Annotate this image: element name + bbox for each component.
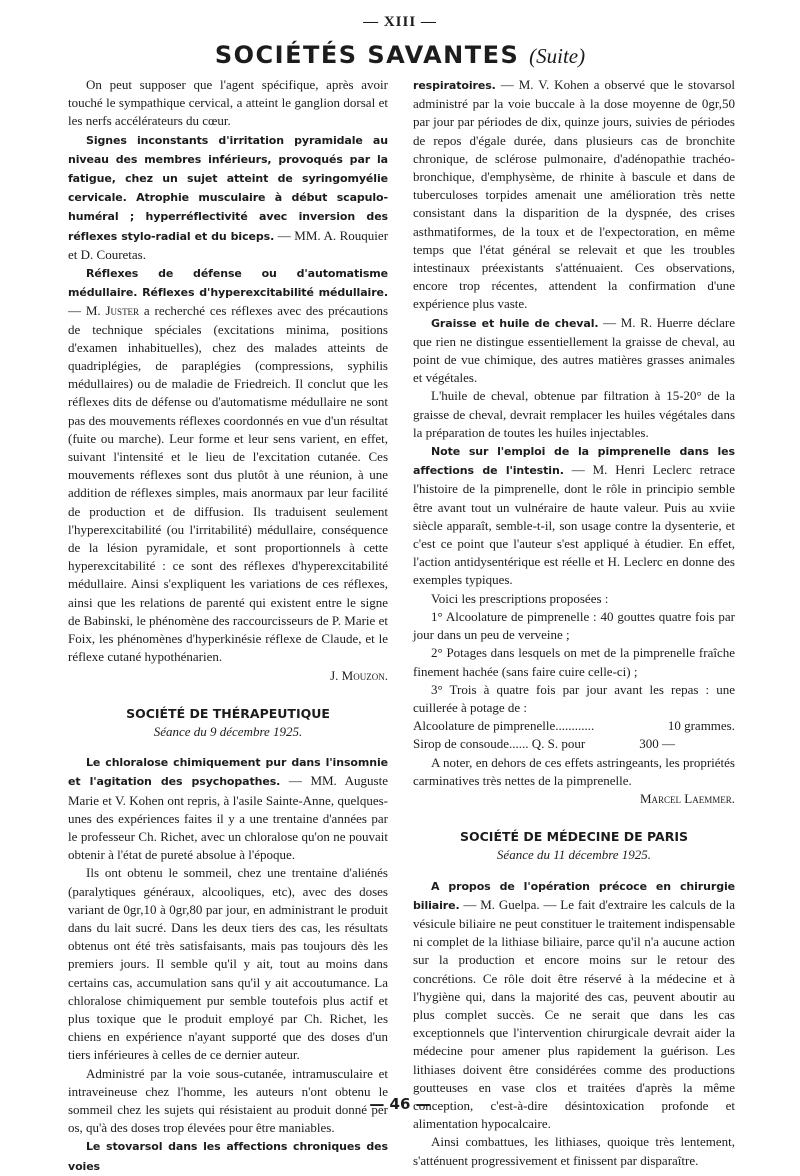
signature: J. Mouzon. <box>330 667 388 683</box>
prescription-item: 3° Trois à quatre fois par jour avant les repas : une cuillerée à potage de : <box>413 681 735 715</box>
right-column <box>413 76 735 1170</box>
session-date: Séance du 11 décembre 1925. <box>496 847 652 863</box>
article-body: — M. V. Kohen a observé que le stovarsol administré par la voie buccale à la dose moyenne de 0gr,50 par jour par périodes de dix, quinze jours, suivies de périodes de repos d'égale durée, dans plusieurs cas de bronchite chronique, de sclérose pulmonaire, d'adénopathie trachéo-bronchique, d'emphysème, de rhinite à bascule et dans de tuberculoses torpides amenait une amélioration très nette consistant dans la disparition de la dyspnée, des crises asthmatiformes, de la toux et de l'expectoration, en même temps que l'état général se relevait et que les troubles intestinaux préexistants s'atténuaient. Ces observations, encore trop récentes, attendent la confirmation d'une expérience plus vaste. <box>413 77 735 312</box>
society-heading: SOCIÉTÉ DE MÉDECINE DE PARIS <box>460 829 688 845</box>
article-paragraph <box>413 76 735 314</box>
article-paragraph <box>68 753 388 864</box>
recipe-line <box>413 717 735 735</box>
article-title: Signes inconstants d'irritation pyramidale au niveau des membres inférieurs, provoqués par la fatigue, chez un sujet atteint de syringomyélie cervicale. Atrophie musculaire à début scapulo-huméral ; hyperréflectivité avec inversion des réflexes stylo-radial et du biceps. <box>68 133 388 243</box>
recipe-ingredient: Alcoolature de pimprenelle............ <box>413 718 595 734</box>
title-suffix: (Suite) <box>529 44 586 68</box>
session-date: Séance du 9 décembre 1925. <box>153 723 303 739</box>
article-paragraph <box>68 264 388 666</box>
paragraph: Voici les prescriptions proposées : <box>431 590 609 606</box>
recipe-line <box>413 735 735 753</box>
signature: Marcel Laemmer. <box>639 790 735 806</box>
paragraph: On peut supposer que l'agent spécifique, après avoir touché le sympathique cervical, a atteint le ganglion dorsal et les nerfs accélérateurs du cœur. <box>68 77 388 129</box>
author-name: Juster <box>105 303 140 319</box>
paragraph: L'huile de cheval, obtenue par filtration à 15-20° de la graisse de cheval, devrait remplacer les huiles végétales dans la préparation de toutes les huiles injectables. <box>413 388 735 440</box>
society-heading: SOCIÉTÉ DE THÉRAPEUTIQUE <box>126 705 330 721</box>
article-paragraph <box>68 1137 388 1175</box>
article-body: — M. Henri Leclerc retrace l'histoire de la pimprenelle, dont le rôle in principio semble être avant tout un vulnéraire de haute valeur. Puis au xviie siècle apparaît, semble-t-il, son usage contre la dysenterie, et c'est ce point que l'auteur s'est appliqué à étudier. En effet, l'action antidysentérique est réelle et H. Leclerc en donne des exemples typiques. <box>413 462 735 588</box>
prescription-item: 2° Potages dans lesquels on met de la pimprenelle fraîche finement hachée (sans faire cuire celle-ci) ; <box>413 645 735 679</box>
article-title: Note sur l'emploi de la pimprenelle dans les affections de l'intestin. <box>413 445 735 478</box>
article-paragraph <box>413 314 735 388</box>
paragraph: Ils ont obtenu le sommeil, chez une trentaine d'aliénés (paralytiques généraux, alcooliques, etc), avec des doses variant de 0gr,10 à 0gr,80 par jour, en administrant le produit dans du lait sucré. Dans les deux tiers des cas, les résultats obtenus ont été très satisfaisants, mais pas toujours dès les premiers jours. Il semble qu'il y ait, tout au moins dans certains cas, accumulation sans qu'il y ait accoutumance. La chloralose chimiquement pur semble toutefois plus actif et plus toxique que le produit employé par Ch. Richet, les chiens en expérience n'ayant supporté que des doses d'un tiers inférieures à celles de ce dernier auteur. <box>68 865 388 1063</box>
left-column <box>68 76 388 1176</box>
article-body: a recherché ces réflexes avec des précautions de technique spéciales (excitations minima, positions d'examen inhabituelles), chez des malades atteints de quadriplégies, de paraplégies (compressions, syphilis médullaires) ou de maladie de Friedreich. Il conclut que les réflexes dits de défense ou d'automatisme médullaire ne sont pas des mouvements réflexes coordonnés en vue d'un résultat (fuite ou marche). Leur forme et leur sens varient, en effet, suivant l'intensité et le lieu de l'excitation cutanée. Ces mouvements réflexes sont dus plutôt à une réunion, à une addition de réflexes simples, mais anormaux par leur facilité de production et de diffusion. Ils traduisent seulement l'hyperexcitabilité (ou l'irritabilité) médullaire, conséquence de la lésion pyramidale, et sont proportionnels à cette hyperexcitabilité : ce sont des réflexes d'hyperexcitabilité médullaire. Ainsi s'expliquent les variations de ces réflexes, ainsi que les relations de parenté qui existent entre le signe de Babinski, le phénomène des raccourcisseurs de P. Marie et Foix, les phénomènes d'hyperkinésie réflexe de Claude, et le réflexe cutané hypothénarien. <box>68 303 389 665</box>
paragraph: A noter, en dehors de ces effets astringeants, les propriétés carminatives très nettes de la pimprenelle. <box>413 754 735 788</box>
article-title: Le stovarsol dans les affections chroniques des voies <box>68 1140 388 1173</box>
prescription-item: 1° Alcoolature de pimprenelle : 40 gouttes quatre fois par jour dans un peu de verveine ; <box>413 608 735 643</box>
paragraph: Administré par la voie sous-cutanée, intramusculaire et intraveineuse chez l'homme, les auteurs n'ont obtenu le sommeil chez les sujets qui résistaient au produit donné per os, qu'à des doses trop élevées pour être maniables. <box>68 1065 388 1136</box>
page-roman-number: — XIII — <box>363 14 437 30</box>
title-text: SOCIÉTÉS SAVANTES <box>214 41 520 69</box>
article-title: respiratoires. <box>413 79 496 92</box>
article-authors: — MM. A. Rouquier et D. Couretas. <box>68 227 389 262</box>
author-prefix: — M. <box>68 303 101 319</box>
article-paragraph <box>413 442 735 590</box>
article-title: Graisse et huile de cheval. <box>431 316 599 330</box>
page-number: — 46 — <box>369 1095 431 1113</box>
article-body: — M. R. Huerre déclare que rien ne distingue essentiellement la graisse de cheval, au point de vue chimique, des autres matières grasses animales et végétales. <box>413 314 735 386</box>
article-paragraph <box>68 131 388 264</box>
article-body: — M. Guelpa. — Le fait d'extraire les calculs de la vésicule biliaire ne peut constituer le traitement indispensable ni complet de la lithiase biliaire, parce qu'il n'a aucune action sur la production et encore moins sur le retour des concrétions. Ce rôle doit être réservé à la médecine et à l'hygiène qui, dans la majorité des cas, peuvent aboutir au plus complet succès. Ce ne serait que dans les cas exceptionnels que l'intervention chirurgicale devrait aider la médecine pour amener plus rapidement la guérison. Les lithiases doivent être considérées comme des productions goutteuses en vase clos et traitées d'après la même conception, c'est-à-dire désintoxication profonde et alimentation hypocalcaire. <box>413 896 735 1132</box>
article-title: A propos de l'opération précoce en chirurgie biliaire. <box>413 879 735 912</box>
recipe-quantity: 300 — <box>639 736 675 752</box>
article-body: — MM. Auguste Marie et V. Kohen ont repris, à l'asile Sainte-Anne, quelques-unes des expériences faites il y a une trentaine d'années par le professeur Ch. Richet, avec un chloralose qu'on ne pouvait obtenir à l'état de pureté absolue à l'époque. <box>68 773 389 863</box>
recipe-ingredient: Sirop de consoude...... Q. S. pour <box>413 736 586 752</box>
page-title <box>0 40 800 71</box>
article-title: Réflexes de défense ou d'automatisme médullaire. Réflexes d'hyperexcitabilité médullaire. <box>68 267 388 300</box>
paragraph: Ainsi combattues, les lithiases, quoique très lentement, s'atténuent progressivement et finissent par disparaître. <box>413 1134 735 1168</box>
article-title: Le chloralose chimiquement pur dans l'insomnie et l'agitation des psychopathes. <box>68 756 388 789</box>
recipe-quantity: 10 grammes. <box>667 718 735 734</box>
